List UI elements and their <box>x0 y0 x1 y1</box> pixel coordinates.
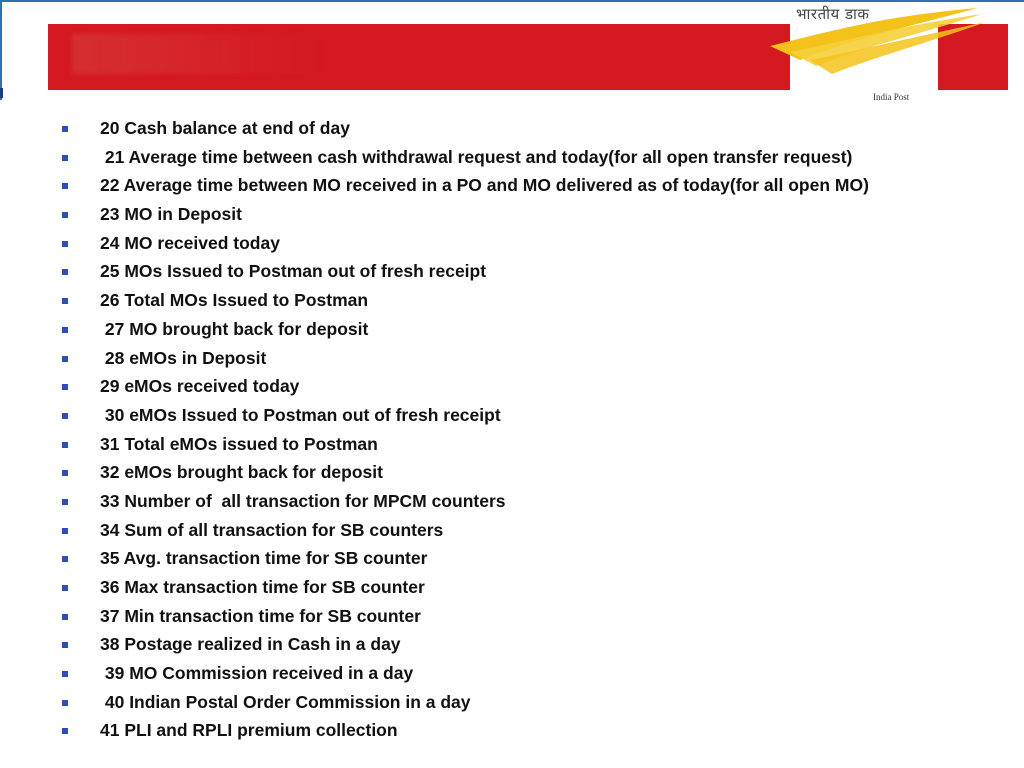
list-item <box>62 659 1012 688</box>
bullet-icon <box>62 241 68 247</box>
left-edge-marker <box>0 88 3 98</box>
bullet-icon <box>62 556 68 562</box>
bullet-icon <box>62 327 68 333</box>
list-item-text: 21 Average time between cash withdrawal request and today(for all open transfer request) <box>100 146 853 167</box>
bullet-icon <box>62 269 68 275</box>
list-item-text: 23 MO in Deposit <box>100 204 242 225</box>
list-item <box>62 344 1012 373</box>
list-item-text: 39 MO Commission received in a day <box>100 663 414 684</box>
list-item <box>62 544 1012 573</box>
list-item-text: 24 MO received today <box>100 232 280 253</box>
bullet-icon <box>62 728 68 734</box>
bullet-icon <box>62 528 68 534</box>
list-item-text: 41 PLI and RPLI premium collection <box>100 720 398 741</box>
list-item-text: 25 MOs Issued to Postman out of fresh receipt <box>100 261 487 282</box>
bullet-icon <box>62 585 68 591</box>
list-item <box>62 143 1012 172</box>
list-item <box>62 171 1012 200</box>
list-item <box>62 487 1012 516</box>
list-item-text: 28 eMOs in Deposit <box>100 347 267 368</box>
list-item <box>62 430 1012 459</box>
list-item <box>62 257 1012 286</box>
list-item <box>62 286 1012 315</box>
list-item-text: 37 Min transaction time for SB counter <box>100 605 421 626</box>
list-item <box>62 573 1012 602</box>
bullet-icon <box>62 126 68 132</box>
list-item <box>62 229 1012 258</box>
list-item <box>62 458 1012 487</box>
list-item-text: 29 eMOs received today <box>100 376 300 397</box>
list-item <box>62 372 1012 401</box>
list-item <box>62 401 1012 430</box>
logo-english-text: India Post <box>873 92 910 102</box>
bullet-icon <box>62 212 68 218</box>
report-items-list <box>62 114 1012 745</box>
list-item-text: 35 Avg. transaction time for SB counter <box>100 548 428 569</box>
bullet-icon <box>62 298 68 304</box>
list-item <box>62 200 1012 229</box>
list-item-text: 26 Total MOs Issued to Postman <box>100 290 369 311</box>
list-item-text: 38 Postage realized in Cash in a day <box>100 634 401 655</box>
list-item-text: 27 MO brought back for deposit <box>100 318 369 339</box>
top-border-line <box>0 0 1024 2</box>
bullet-icon <box>62 155 68 161</box>
list-item <box>62 114 1012 143</box>
bullet-icon <box>62 384 68 390</box>
bullet-icon <box>62 356 68 362</box>
logo-hindi-text: भारतीय डाक <box>796 5 870 23</box>
bullet-icon <box>62 442 68 448</box>
list-item-text: 33 Number of all transaction for MPCM counters <box>100 490 506 511</box>
list-item-text: 22 Average time between MO received in a PO and MO delivered as of today(for all open MO) <box>100 175 869 196</box>
bullet-icon <box>62 499 68 505</box>
bullet-icon <box>62 614 68 620</box>
left-border-line <box>0 0 2 100</box>
list-item-text: 36 Max transaction time for SB counter <box>100 577 425 597</box>
bullet-icon <box>62 700 68 706</box>
banner-blurred-title <box>72 34 322 74</box>
list-item <box>62 602 1012 631</box>
list-item <box>62 516 1012 545</box>
list-item-text: 40 Indian Postal Order Commission in a day <box>100 691 471 712</box>
bullet-icon <box>62 470 68 476</box>
list-item-text: 34 Sum of all transaction for SB counters <box>100 519 444 540</box>
list-item <box>62 688 1012 717</box>
list-item-text: 32 eMOs brought back for deposit <box>100 462 383 483</box>
list-item <box>62 716 1012 745</box>
list-item-text: 20 Cash balance at end of day <box>100 118 350 138</box>
bullet-icon <box>62 413 68 419</box>
list-item-text: 31 Total eMOs issued to Postman <box>100 433 378 454</box>
bullet-icon <box>62 671 68 677</box>
list-item <box>62 630 1012 659</box>
bullet-icon <box>62 642 68 648</box>
list-item-text: 30 eMOs Issued to Postman out of fresh receipt <box>100 404 501 425</box>
bullet-icon <box>62 183 68 189</box>
list-item <box>62 315 1012 344</box>
